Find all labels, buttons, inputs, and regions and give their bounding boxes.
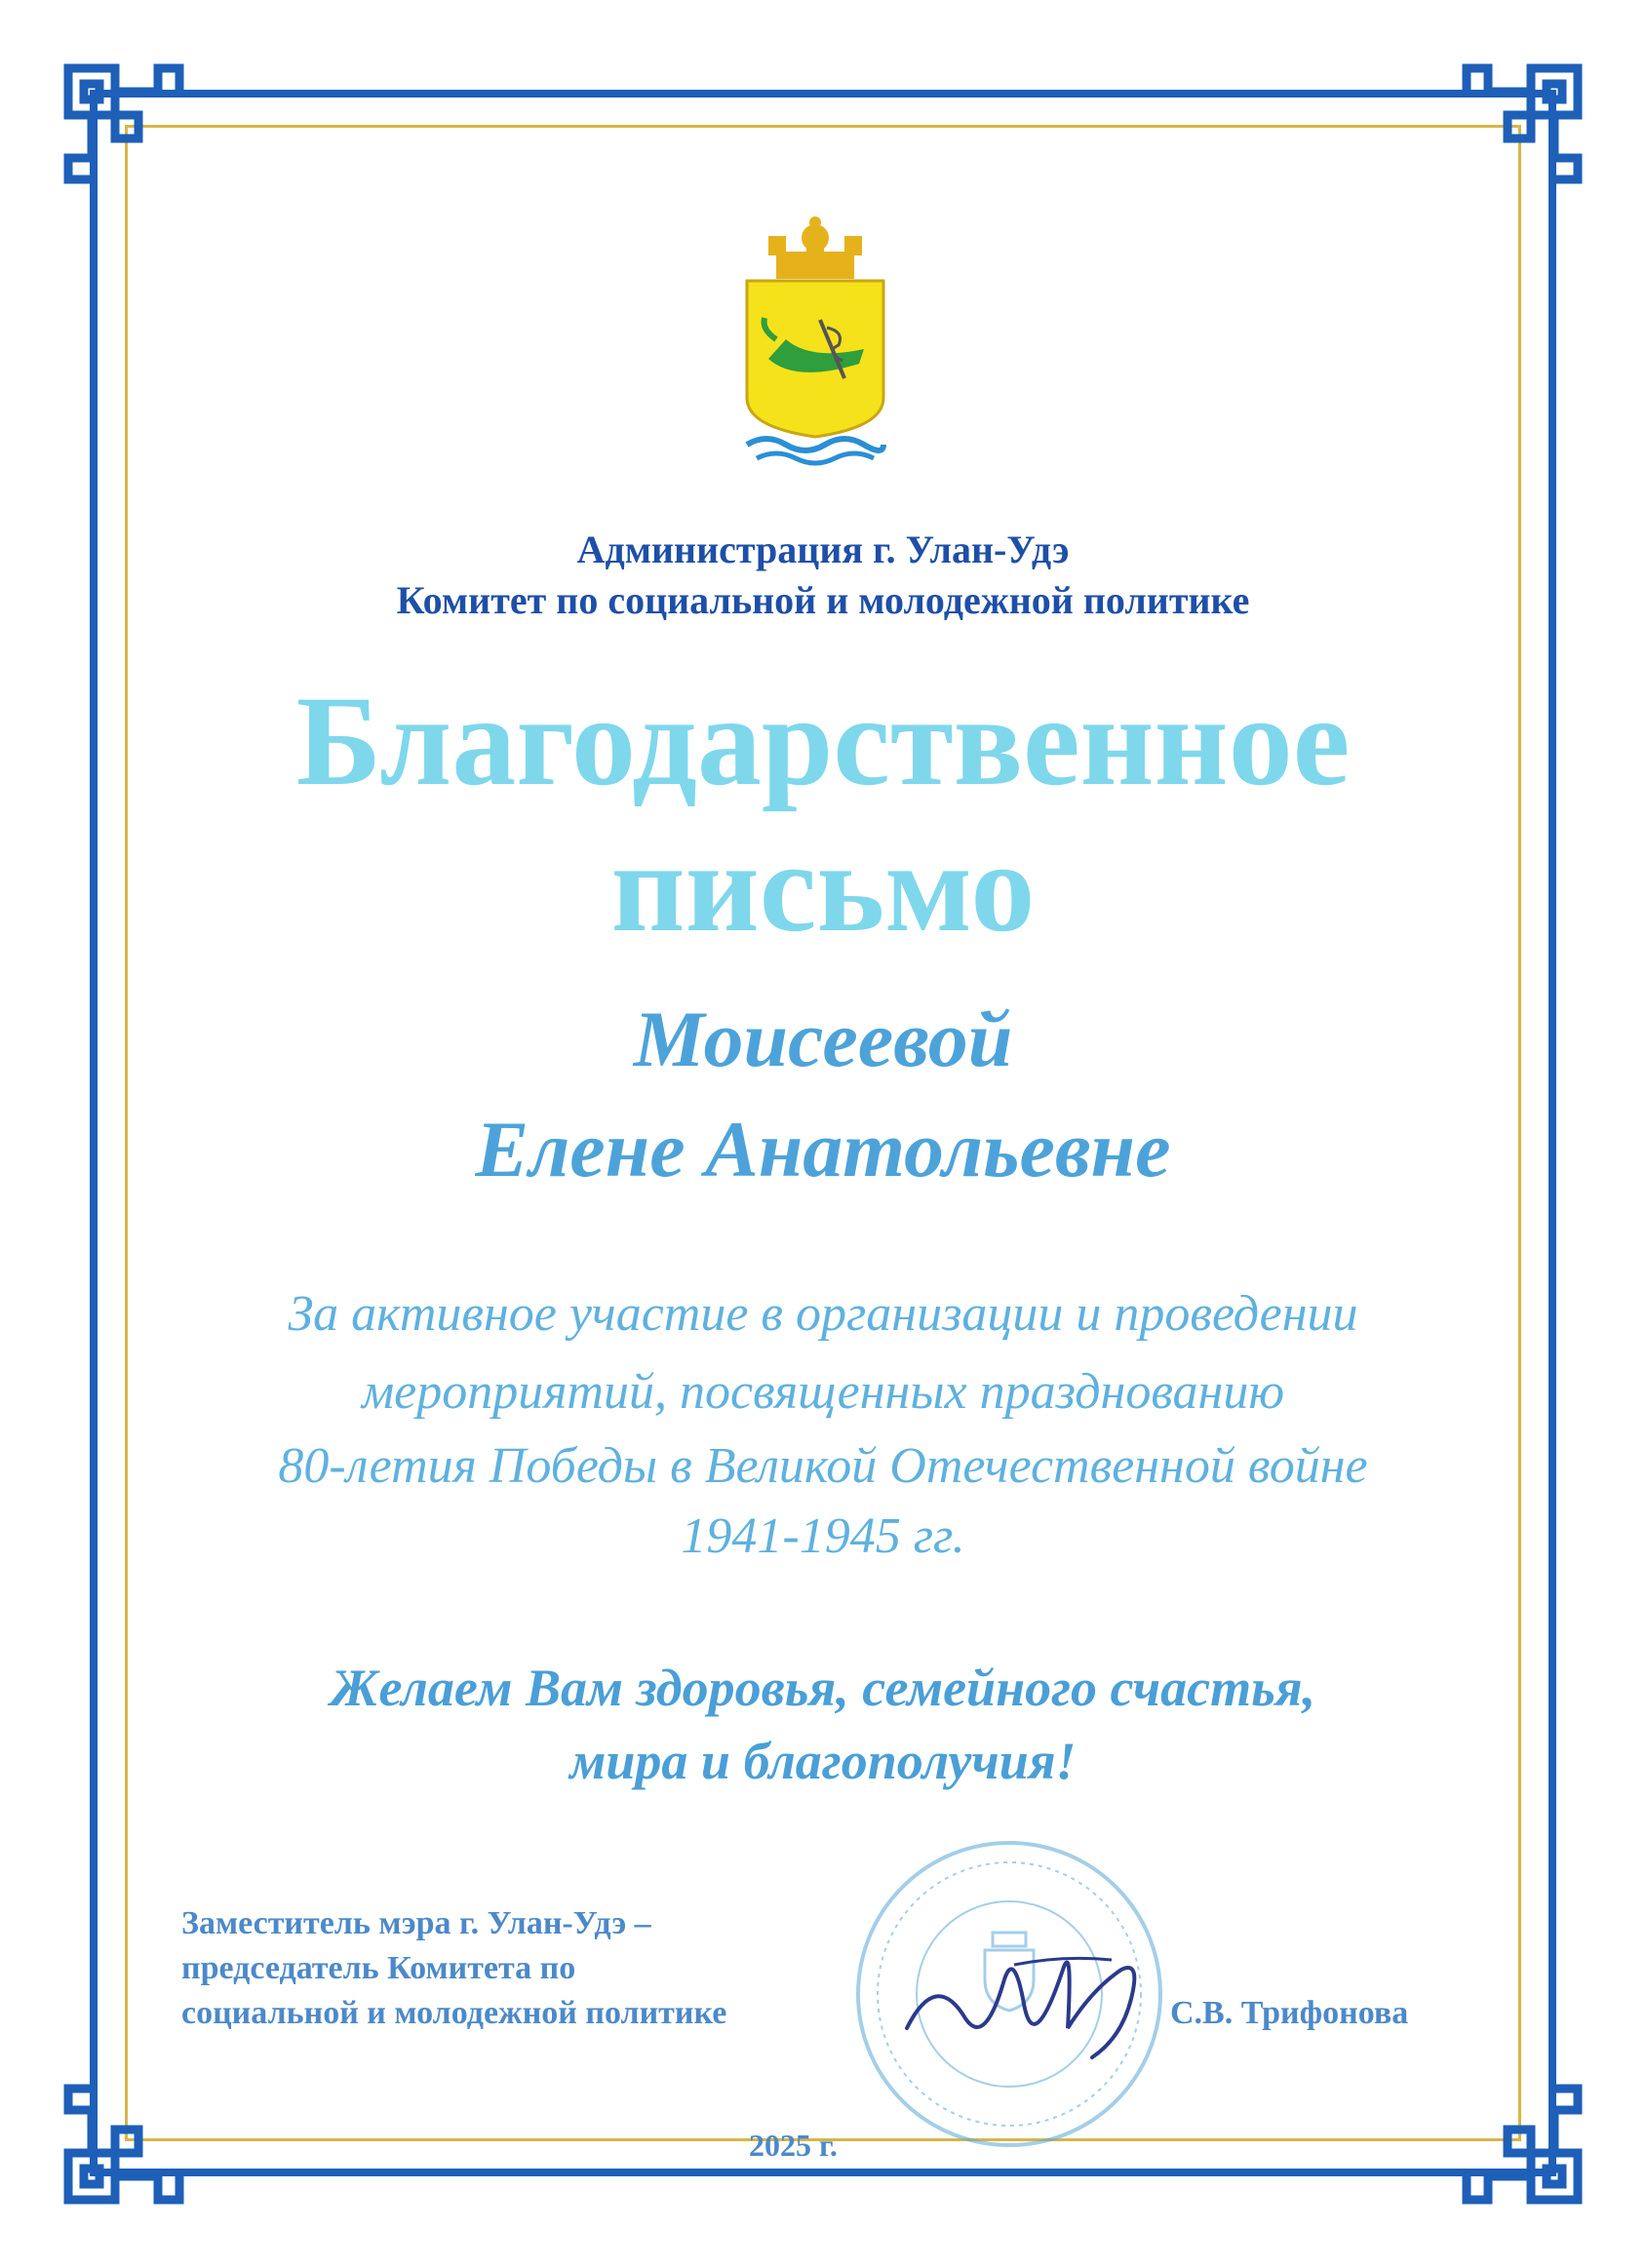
corner-ornament-icon bbox=[60, 60, 187, 187]
handwritten-signature-icon bbox=[897, 1911, 1190, 2087]
signatory-position-line1: Заместитель мэра г. Улан-Удэ – bbox=[181, 1905, 651, 1941]
signatory-position-line2: председатель Комитета по bbox=[181, 1950, 576, 1986]
signatory-position-line3: социальной и молодежной политике bbox=[181, 1995, 727, 2031]
wish-line2: мира и благополучия! bbox=[569, 1732, 1077, 1790]
reason-line4: 1941-1945 гг. bbox=[681, 1508, 965, 1564]
signatory-name: С.В. Трифонова bbox=[1170, 1995, 1409, 2031]
corner-ornament-icon bbox=[60, 2081, 187, 2208]
document-title-line2: письмо bbox=[610, 815, 1036, 958]
recipient-surname: Моисеевой bbox=[633, 995, 1013, 1083]
corner-ornament-icon bbox=[1459, 2081, 1586, 2208]
organization-name: Администрация г. Улан-Удэ bbox=[576, 528, 1070, 571]
committee-name: Комитет по социальной и молодежной политике bbox=[396, 578, 1250, 622]
reason-line3: 80-летия Победы в Великой Отечественной войне bbox=[278, 1438, 1368, 1494]
recipient-given-names: Елене Анатольевне bbox=[475, 1105, 1171, 1193]
corner-ornament-icon bbox=[1459, 60, 1586, 187]
document-year: 2025 г. bbox=[749, 2128, 838, 2163]
signatory-position bbox=[181, 1901, 726, 2036]
city-coat-of-arms-icon bbox=[718, 213, 913, 476]
reason-line1: За активное участие в организации и проведении bbox=[288, 1286, 1358, 1342]
document-title-line1: Благодарственное bbox=[295, 669, 1351, 812]
reason-line2: мероприятий, посвященных празднованию bbox=[361, 1364, 1285, 1420]
wish-line1: Желаем Вам здоровья, семейного счастья, bbox=[330, 1659, 1316, 1717]
